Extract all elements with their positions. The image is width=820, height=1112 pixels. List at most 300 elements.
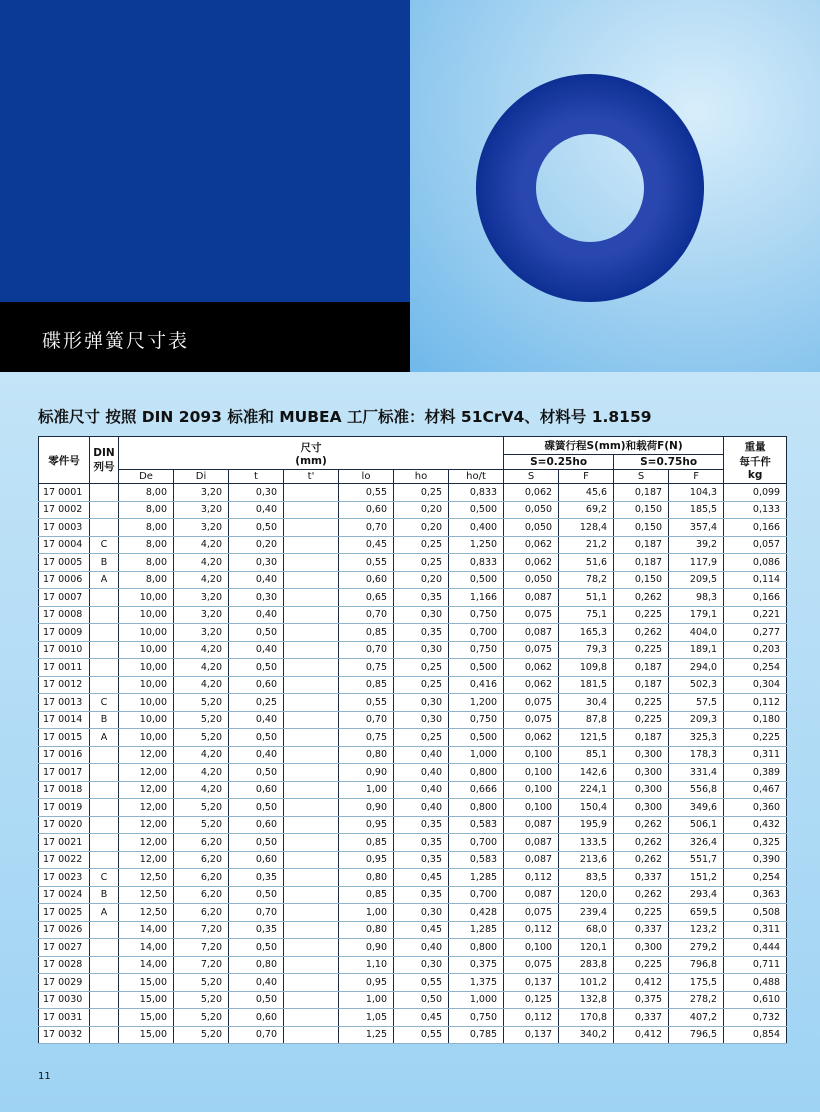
part-number-cell: 17 0015 [39,729,90,747]
table-cell: 209,5 [669,571,724,589]
part-number-cell: 17 0025 [39,904,90,922]
table-cell: 0,25 [394,484,449,502]
table-cell: 0,70 [229,1026,284,1044]
table-cell: 4,20 [174,676,229,694]
header-part-no: 零件号 [39,437,90,484]
table-cell: 0,444 [724,939,787,957]
table-cell [284,571,339,589]
table-cell: 0,150 [614,519,669,537]
table-cell: 10,00 [119,606,174,624]
table-cell: 0,467 [724,781,787,799]
din-series-cell [90,606,119,624]
table-row [39,939,787,957]
table-cell: 0,304 [724,676,787,694]
table-cell: 7,20 [174,956,229,974]
table-cell: 0,30 [394,641,449,659]
table-cell [284,834,339,852]
din-series-cell [90,676,119,694]
din-series-cell: C [90,694,119,712]
table-cell [284,536,339,554]
din-series-cell: B [90,886,119,904]
table-cell: 0,20 [394,571,449,589]
table-cell: 0,187 [614,659,669,677]
table-cell: 0,50 [229,729,284,747]
table-cell: 3,20 [174,501,229,519]
page-number: 11 [38,1071,51,1082]
table-cell: 0,412 [614,974,669,992]
table-cell: 0,50 [229,624,284,642]
table-row [39,659,787,677]
table-cell: 75,1 [559,606,614,624]
part-number-cell: 17 0017 [39,764,90,782]
table-cell: 0,25 [394,676,449,694]
table-cell: 0,125 [504,991,559,1009]
table-row [39,921,787,939]
table-cell: 120,1 [559,939,614,957]
table-cell: 556,8 [669,781,724,799]
table-cell: 10,00 [119,729,174,747]
table-cell: 1,250 [449,536,504,554]
part-number-cell: 17 0002 [39,501,90,519]
table-cell: 12,00 [119,799,174,817]
table-cell: 0,65 [339,589,394,607]
table-cell: 181,5 [559,676,614,694]
table-cell: 1,285 [449,921,504,939]
table-cell: 101,2 [559,974,614,992]
table-cell: 8,00 [119,519,174,537]
table-cell: 294,0 [669,659,724,677]
table-cell: 10,00 [119,676,174,694]
table-cell: 0,20 [229,536,284,554]
table-row [39,694,787,712]
part-number-cell: 17 0004 [39,536,90,554]
part-number-cell: 17 0013 [39,694,90,712]
din-series-cell [90,641,119,659]
part-number-cell: 17 0028 [39,956,90,974]
table-cell: 0,50 [229,939,284,957]
table-cell: 0,262 [614,886,669,904]
table-cell: 357,4 [669,519,724,537]
table-cell: 0,35 [394,589,449,607]
table-cell: 0,45 [394,1009,449,1027]
table-cell: 0,432 [724,816,787,834]
table-cell: 0,60 [229,781,284,799]
table-cell: 0,180 [724,711,787,729]
disc-spring-size-table [38,436,787,1044]
table-cell: 0,30 [229,589,284,607]
page-title: 碟形弹簧尺寸表 [42,330,190,352]
table-cell: 1,166 [449,589,504,607]
din-series-cell [90,781,119,799]
table-cell: 6,20 [174,869,229,887]
table-cell: 0,050 [504,571,559,589]
table-cell: 0,262 [614,816,669,834]
table-cell: 0,700 [449,624,504,642]
table-cell: 0,062 [504,676,559,694]
table-cell: 506,1 [669,816,724,834]
hero-dark-panel [0,0,410,302]
part-number-cell: 17 0030 [39,991,90,1009]
table-cell: 10,00 [119,711,174,729]
table-cell: 1,000 [449,746,504,764]
hero-photo-panel [410,0,820,372]
table-cell: 1,200 [449,694,504,712]
table-cell: 0,90 [339,799,394,817]
table-cell: 4,20 [174,571,229,589]
header-dimension: 尺寸 (mm) [119,437,504,470]
table-row [39,1009,787,1027]
part-number-cell: 17 0016 [39,746,90,764]
table-cell: 0,225 [614,694,669,712]
table-cell: 1,25 [339,1026,394,1044]
table-cell: 5,20 [174,1026,229,1044]
table-cell: 0,55 [394,974,449,992]
part-number-cell: 17 0024 [39,886,90,904]
table-cell: 0,40 [229,641,284,659]
table-cell: 12,50 [119,869,174,887]
table-cell: 0,112 [504,921,559,939]
table-cell: 0,262 [614,589,669,607]
table-cell: 0,075 [504,641,559,659]
table-cell: 120,0 [559,886,614,904]
table-cell: 0,50 [229,886,284,904]
table-cell [284,606,339,624]
table-cell: 0,137 [504,1026,559,1044]
din-series-cell [90,851,119,869]
table-cell: 0,100 [504,764,559,782]
part-number-cell: 17 0021 [39,834,90,852]
table-cell: 0,225 [614,956,669,974]
table-cell [284,904,339,922]
table-cell: 12,50 [119,886,174,904]
table-cell: 45,6 [559,484,614,502]
table-cell: 0,062 [504,729,559,747]
table-cell: 0,50 [229,991,284,1009]
table-cell [284,589,339,607]
table-cell: 15,00 [119,991,174,1009]
table-cell: 0,30 [394,711,449,729]
table-cell: 78,2 [559,571,614,589]
header-s075: S=0.75ho [614,455,724,470]
column-header-ho-t: ho/t [449,470,504,484]
table-row [39,536,787,554]
table-cell: 109,8 [559,659,614,677]
table-cell: 0,75 [339,659,394,677]
table-cell: 0,062 [504,659,559,677]
table-cell [284,1026,339,1044]
column-header-s-025: S [504,470,559,484]
table-cell: 0,360 [724,799,787,817]
part-number-cell: 17 0012 [39,676,90,694]
table-cell: 0,262 [614,851,669,869]
column-header-f-075: F [669,470,724,484]
table-cell: 14,00 [119,921,174,939]
table-cell: 4,20 [174,746,229,764]
din-series-cell [90,921,119,939]
table-cell [284,676,339,694]
table-cell: 0,85 [339,834,394,852]
table-cell: 0,55 [339,694,394,712]
table-cell: 142,6 [559,764,614,782]
table-cell: 4,20 [174,536,229,554]
table-cell [284,641,339,659]
table-row [39,816,787,834]
table-cell: 0,60 [229,816,284,834]
table-cell: 0,25 [229,694,284,712]
table-cell: 0,45 [394,921,449,939]
table-row [39,501,787,519]
table-cell: 0,311 [724,921,787,939]
din-series-cell: B [90,711,119,729]
table-cell: 0,300 [614,939,669,957]
table-cell [284,501,339,519]
table-cell: 0,075 [504,904,559,922]
table-cell: 0,099 [724,484,787,502]
table-cell: 1,05 [339,1009,394,1027]
table-cell: 98,3 [669,589,724,607]
table-row [39,729,787,747]
table-cell: 407,2 [669,1009,724,1027]
table-cell: 0,075 [504,694,559,712]
table-cell: 0,50 [229,799,284,817]
din-series-cell [90,624,119,642]
table-cell: 5,20 [174,694,229,712]
table-cell: 0,80 [339,921,394,939]
table-cell: 0,300 [614,799,669,817]
column-header-t: t [229,470,284,484]
table-cell: 0,087 [504,886,559,904]
table-cell: 10,00 [119,659,174,677]
table-cell: 175,5 [669,974,724,992]
table-cell: 0,50 [229,764,284,782]
column-header-f-025: F [559,470,614,484]
table-cell: 14,00 [119,939,174,957]
table-cell: 0,35 [394,886,449,904]
table-cell: 5,20 [174,816,229,834]
table-cell: 8,00 [119,554,174,572]
table-cell [284,484,339,502]
table-row [39,764,787,782]
part-number-cell: 17 0029 [39,974,90,992]
table-cell: 404,0 [669,624,724,642]
table-cell: 0,40 [394,781,449,799]
table-cell: 6,20 [174,834,229,852]
table-cell: 0,375 [449,956,504,974]
header-din-series: DIN 列号 [90,437,119,484]
table-cell [284,869,339,887]
table-cell: 0,412 [614,1026,669,1044]
table-cell: 12,50 [119,904,174,922]
table-cell: 3,20 [174,606,229,624]
din-series-cell [90,816,119,834]
table-cell: 0,30 [229,554,284,572]
table-cell [284,921,339,939]
part-number-cell: 17 0010 [39,641,90,659]
din-series-cell [90,1009,119,1027]
table-cell: 0,100 [504,799,559,817]
table-cell: 0,85 [339,676,394,694]
table-cell: 0,50 [229,834,284,852]
table-cell [284,956,339,974]
table-cell: 0,337 [614,1009,669,1027]
table-cell [284,519,339,537]
table-cell: 0,225 [614,904,669,922]
table-cell: 128,4 [559,519,614,537]
table-cell: 0,137 [504,974,559,992]
din-series-cell: C [90,869,119,887]
table-cell: 0,300 [614,781,669,799]
part-number-cell: 17 0019 [39,799,90,817]
table-cell: 0,583 [449,851,504,869]
table-cell: 0,80 [339,869,394,887]
table-cell: 224,1 [559,781,614,799]
table-cell: 279,2 [669,939,724,957]
table-cell: 551,7 [669,851,724,869]
table-cell: 121,5 [559,729,614,747]
table-cell: 0,610 [724,991,787,1009]
part-number-cell: 17 0018 [39,781,90,799]
din-series-cell: A [90,571,119,589]
table-cell: 0,700 [449,834,504,852]
table-cell: 0,337 [614,921,669,939]
table-cell: 12,00 [119,834,174,852]
table-cell: 0,854 [724,1026,787,1044]
table-cell: 0,85 [339,624,394,642]
table-cell: 0,390 [724,851,787,869]
table-cell: 0,25 [394,659,449,677]
table-cell: 189,1 [669,641,724,659]
din-series-cell [90,956,119,974]
table-cell: 0,428 [449,904,504,922]
table-cell: 0,90 [339,939,394,957]
table-cell [284,974,339,992]
table-row [39,851,787,869]
table-cell: 0,075 [504,606,559,624]
table-cell: 0,150 [614,501,669,519]
table-cell: 0,800 [449,764,504,782]
table-cell: 195,9 [559,816,614,834]
table-cell: 0,80 [229,956,284,974]
table-cell: 6,20 [174,886,229,904]
part-number-cell: 17 0031 [39,1009,90,1027]
din-series-cell: C [90,536,119,554]
table-cell: 0,80 [339,746,394,764]
table-row [39,834,787,852]
table-cell: 340,2 [559,1026,614,1044]
table-cell: 0,45 [394,869,449,887]
table-cell [284,799,339,817]
table-row [39,781,787,799]
table-cell: 283,8 [559,956,614,974]
table-cell: 10,00 [119,694,174,712]
table-cell: 0,700 [449,886,504,904]
table-cell: 132,8 [559,991,614,1009]
table-cell: 12,00 [119,851,174,869]
table-cell: 39,2 [669,536,724,554]
table-cell: 0,311 [724,746,787,764]
table-cell: 12,00 [119,781,174,799]
table-cell: 1,10 [339,956,394,974]
table-cell: 4,20 [174,554,229,572]
din-series-cell [90,764,119,782]
table-cell: 3,20 [174,519,229,537]
table-cell: 0,35 [394,816,449,834]
part-number-cell: 17 0007 [39,589,90,607]
table-cell: 0,114 [724,571,787,589]
table-row [39,886,787,904]
table-cell [284,624,339,642]
table-cell: 4,20 [174,641,229,659]
table-cell: 133,5 [559,834,614,852]
table-cell: 0,187 [614,484,669,502]
table-cell: 0,40 [394,799,449,817]
table-cell: 0,25 [394,729,449,747]
table-cell: 7,20 [174,939,229,957]
table-cell: 0,40 [394,764,449,782]
title-bar [0,302,410,372]
table-cell: 0,100 [504,781,559,799]
table-cell: 68,0 [559,921,614,939]
table-cell: 0,187 [614,554,669,572]
table-cell: 15,00 [119,1026,174,1044]
table-cell: 0,225 [614,641,669,659]
din-series-cell [90,834,119,852]
table-cell: 69,2 [559,501,614,519]
table-cell: 8,00 [119,571,174,589]
header-stroke-load: 碟簧行程S(mm)和载荷F(N) [504,437,724,455]
table-cell: 150,4 [559,799,614,817]
table-cell: 0,062 [504,536,559,554]
table-cell: 0,254 [724,659,787,677]
table-cell [284,1009,339,1027]
table-cell: 83,5 [559,869,614,887]
table-cell: 0,60 [229,851,284,869]
table-cell [284,886,339,904]
table-cell: 15,00 [119,1009,174,1027]
table-cell: 0,500 [449,501,504,519]
table-cell: 0,833 [449,484,504,502]
table-subtitle: 标准尺寸 按照 DIN 2093 标准和 MUBEA 工厂标准：材料 51CrV4、材料号 1.8159 [38,408,652,426]
table-row [39,956,787,974]
table-cell: 293,4 [669,886,724,904]
column-header-di: Di [174,470,229,484]
table-row [39,484,787,502]
table-cell: 502,3 [669,676,724,694]
table-cell: 0,35 [229,869,284,887]
table-cell: 0,55 [394,1026,449,1044]
table-cell: 0,95 [339,974,394,992]
table-cell: 1,285 [449,869,504,887]
table-cell: 0,150 [614,571,669,589]
column-header-t-prime: t' [284,470,339,484]
table-cell: 0,100 [504,939,559,957]
din-series-cell [90,746,119,764]
table-cell: 0,833 [449,554,504,572]
table-cell: 0,087 [504,816,559,834]
table-row [39,641,787,659]
table-cell: 10,00 [119,641,174,659]
table-row [39,676,787,694]
table-cell: 5,20 [174,729,229,747]
table-cell: 0,55 [339,484,394,502]
table-cell: 0,112 [504,1009,559,1027]
table-cell: 0,85 [339,886,394,904]
table-cell: 0,057 [724,536,787,554]
table-cell: 170,8 [559,1009,614,1027]
table-cell: 0,112 [504,869,559,887]
table-cell: 209,3 [669,711,724,729]
table-cell: 8,00 [119,484,174,502]
